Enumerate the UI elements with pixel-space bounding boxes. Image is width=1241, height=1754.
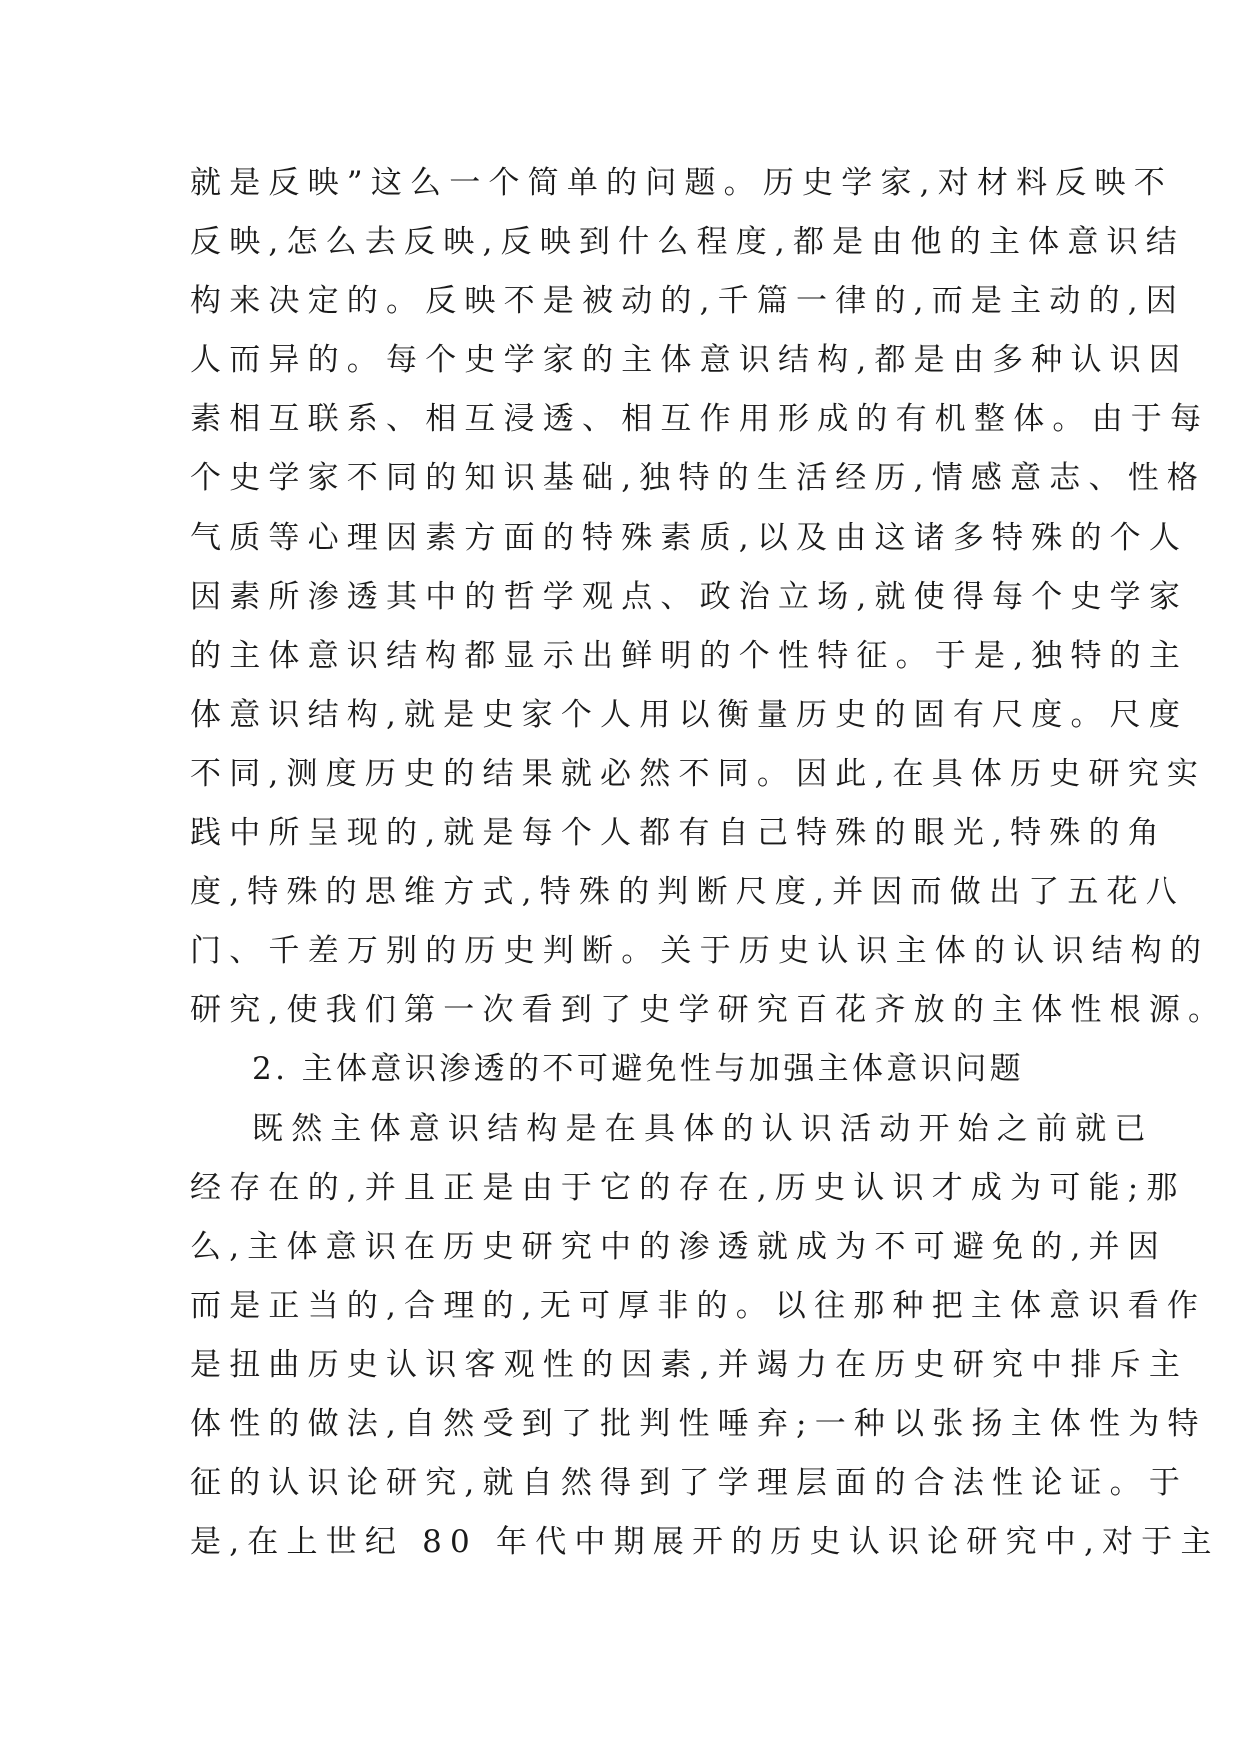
body-text: [190, 154, 1228, 1572]
text-line: 反映,怎么去反映,反映到什么程度,都是由他的主体意识结: [190, 224, 1185, 261]
text-line: 度,特殊的思维方式,特殊的判断尺度,并因而做出了五花八: [190, 874, 1185, 911]
text-line: 气质等心理因素方面的特殊素质,以及由这诸多特殊的个人: [190, 519, 1189, 556]
text-line: 践中所呈现的,就是每个人都有自己特殊的眼光,特殊的角: [190, 815, 1167, 852]
text-line: 素相互联系、相互浸透、相互作用形成的有机整体。由于每: [190, 401, 1210, 438]
text-line: 因素所渗透其中的哲学观点、政治立场,就使得每个史学家: [190, 578, 1189, 615]
text-line: 而是正当的,合理的,无可厚非的。以往那种把主体意识看作: [190, 1287, 1207, 1324]
text-line: 是扭曲历史认识客观性的因素,并竭力在历史研究中排斥主: [190, 1346, 1189, 1383]
text-line: 体意识结构,就是史家个人用以衡量历史的固有尺度。尺度: [190, 696, 1189, 733]
text-line: 研究,使我们第一次看到了史学研究百花齐放的主体性根源。: [190, 992, 1228, 1029]
text-line: 门、千差万别的历史判断。关于历史认识主体的认识结构的: [190, 933, 1210, 970]
text-line: 是,在上世纪 80 年代中期展开的历史认识论研究中,对于主: [190, 1524, 1220, 1561]
text-line: 既然主体意识结构是在具体的认识活动开始之前就已: [252, 1110, 1154, 1147]
text-line: 人而异的。每个史学家的主体意识结构,都是由多种认识因: [190, 342, 1189, 379]
text-line: 体性的做法,自然受到了批判性唾弃;一种以张扬主体性为特: [190, 1405, 1207, 1442]
text-line: 的主体意识结构都显示出鲜明的个性特征。于是,独特的主: [190, 637, 1189, 674]
text-line: 构来决定的。反映不是被动的,千篇一律的,而是主动的,因: [190, 283, 1185, 320]
text-line: 征的认识论研究,就自然得到了学理层面的合法性论证。于: [190, 1465, 1189, 1502]
text-line: 经存在的,并且正是由于它的存在,历史认识才成为可能;那: [190, 1169, 1186, 1206]
text-line: 就是反映”这么一个简单的问题。历史学家,对材料反映不: [190, 165, 1173, 201]
text-line: 么,主体意识在历史研究中的渗透就成为不可避免的,并因: [190, 1228, 1167, 1265]
section-heading: 2. 主体意识渗透的不可避免性与加强主体意识问题: [252, 1051, 1025, 1088]
text-line: 不同,测度历史的结果就必然不同。因此,在具体历史研究实: [190, 755, 1207, 792]
text-line: 个史学家不同的知识基础,独特的生活经历,情感意志、性格: [190, 460, 1207, 497]
